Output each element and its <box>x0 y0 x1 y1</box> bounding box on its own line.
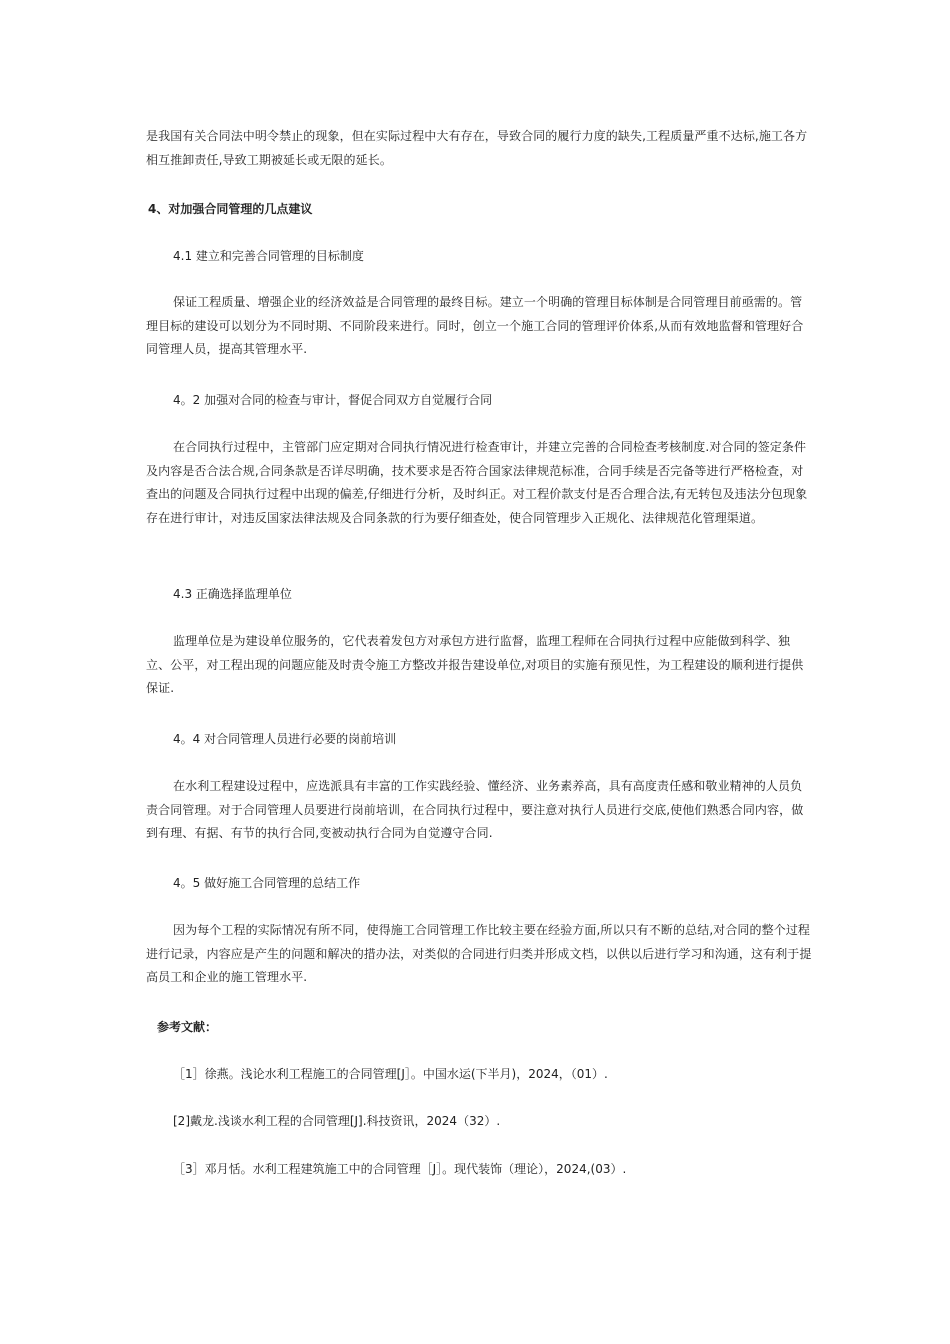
section-4-2-heading: 4。2 加强对合同的检查与审计，督促合同双方自觉履行合同 <box>173 393 493 407</box>
reference-item-1: ［1］徐燕。浅论水利工程施工的合同管理[J］。中国水运(下半月)，2024，（01）. <box>173 1067 608 1081</box>
section-4-1-paragraph: 保证工程质量、增强企业的经济效益是合同管理的最终目标。建立一个明确的管理目标体制是合同管理目前亟需的。管理目标的建设可以划分为不同时期、不同阶段来进行。同时，创立一个施工合同的管理评价体系,从而有效地监督和管理好合同管理人员，提高其管理水平. <box>146 295 804 356</box>
reference-item-2: [2]戴龙.浅谈水利工程的合同管理[J].科技资讯，2024（32）. <box>173 1114 501 1128</box>
section-4-5-paragraph: 因为每个工程的实际情况有所不同，使得施工合同管理工作比较主要在经验方面,所以只有不断的总结,对合同的整个过程进行记录，内容应是产生的问题和解决的措办法，对类似的合同进行归类并形成文档，以供以后进行学习和沟通，这有利于提高员工和企业的施工管理水平. <box>146 923 812 984</box>
section-4-5-heading: 4。5 做好施工合同管理的总结工作 <box>173 876 361 890</box>
section-4-4-paragraph: 在水利工程建设过程中，应选派具有丰富的工作实践经验、懂经济、业务素养高，具有高度责任感和敬业精神的人员负责合同管理。对于合同管理人员要进行岗前培训，在合同执行过程中，要注意对执行人员进行交底,使他们熟悉合同内容，做到有理、有据、有节的执行合同,变被动执行合同为自觉遵守合同. <box>146 779 804 840</box>
references-heading: 参考文献： <box>157 1020 218 1034</box>
section-4-3-heading: 4.3 正确选择监理单位 <box>173 587 292 601</box>
section-4-4-heading: 4。4 对合同管理人员进行必要的岗前培训 <box>173 732 397 746</box>
section-4-heading: 4、对加强合同管理的几点建议 <box>148 202 313 216</box>
intro-paragraph: 是我国有关合同法中明令禁止的现象，但在实际过程中大有存在，导致合同的履行力度的缺失,工程质量严重不达标,施工各方相互推卸责任,导致工期被延长或无限的延长。 <box>146 129 808 167</box>
section-4-3-paragraph: 监理单位是为建设单位服务的，它代表着发包方对承包方进行监督，监理工程师在合同执行过程中应能做到科学、独立、公平，对工程出现的问题应能及时责令施工方整改并报告建设单位,对项目的实施有预见性，为工程建设的顺利进行提供保证. <box>146 634 804 695</box>
section-4-1-heading: 4.1 建立和完善合同管理的目标制度 <box>173 249 364 263</box>
reference-item-3: ［3］邓月恬。水利工程建筑施工中的合同管理［J］。现代装饰（理论），2024,(03）. <box>173 1162 627 1176</box>
section-4-2-paragraph: 在合同执行过程中，主管部门应定期对合同执行情况进行检查审计，并建立完善的合同检查考核制度.对合同的签定条件及内容是否合法合规,合同条款是否详尽明确，技术要求是否符合国家法律规范标准，合同手续是否完备等进行严格检查，对查出的问题及合同执行过程中出现的偏差,仔细进行分析，及时纠正。对工程价款支付是否合理合法,有无转包及违法分包现象存在进行审计，对违反国家法律法规及合同条款的行为要仔细查处，使合同管理步入正规化、法律规范化管理渠道。 <box>146 440 808 525</box>
